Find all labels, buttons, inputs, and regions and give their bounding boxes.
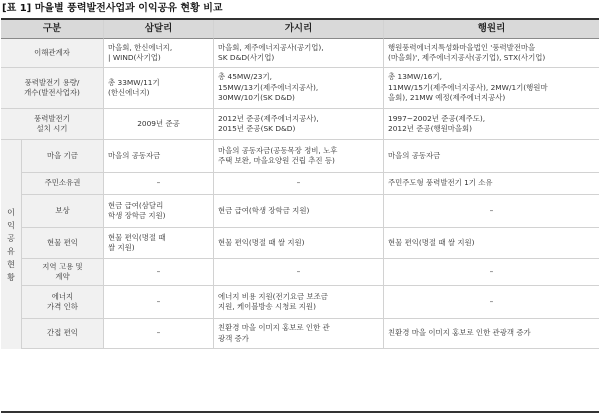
row-label [1, 109, 104, 140]
cell-samdal [104, 140, 214, 173]
cell-samdal [104, 173, 214, 195]
cell-gasi-line: 현물 편익(명절 때 쌀 지원) [218, 237, 305, 247]
row-label-line: 개수(발전사업자) [24, 88, 80, 97]
cell-gasi-line: 마을의 공동자금(공동목장 정비, 노후 [218, 145, 338, 155]
cell-samdal [104, 68, 214, 109]
cell-haengwon [384, 39, 599, 68]
row-label-line: 설치 시기 [36, 124, 68, 133]
cell-haengwon [384, 140, 599, 173]
cell-haengwon-line: – [489, 296, 494, 306]
cell-gasi-line: 현금 급여(학생 장학금 지원) [218, 205, 310, 215]
cell-haengwon-line: – [489, 266, 494, 276]
cell-gasi-line: 총 45MW/23기, [218, 72, 272, 82]
cell-samdal [104, 319, 214, 349]
subrow-label-line: 가격 인하 [47, 302, 78, 311]
cell-haengwon-line: 주민주도형 풍력발전기 1기 소유 [388, 178, 493, 188]
cell-gasi [214, 195, 384, 228]
subrow-label-line: 현물 편익 [47, 237, 78, 247]
cell-samdal-line: 2009년 준공 [137, 118, 180, 128]
subrow-label [22, 195, 104, 228]
cell-samdal-line: | WIND(사기업) [108, 53, 161, 62]
cell-gasi-line: 친환경 마을 이미지 홍보로 인한 관 [218, 323, 330, 332]
cell-gasi-line: SK D&D(사기업) [218, 53, 275, 62]
cell-haengwon [384, 319, 599, 349]
cell-haengwon-line: – [489, 205, 494, 215]
cell-haengwon-line: 행원풍력에너지특성화마을법인 '풍력발전마을 [388, 42, 536, 52]
column-header: 삼달리 [104, 20, 214, 39]
cell-samdal-line: 마을회, 한신에너지, [108, 42, 173, 52]
cell-gasi-line: 에너지 비용 지원(전기요금 보조금 [218, 291, 328, 301]
cell-haengwon [384, 68, 599, 109]
cell-gasi-line: 15MW/13기(제주에너지공사), [218, 82, 319, 92]
row-label-line: 풍력발전기 용량/ [24, 77, 80, 87]
cell-gasi-line: 주택 보완, 마을요양원 건립 추진 등) [218, 156, 335, 165]
row-label [1, 39, 104, 68]
group-label-profit-sharing [1, 140, 22, 349]
cell-samdal-line: (한신에너지) [108, 88, 150, 97]
cell-haengwon [384, 228, 599, 259]
cell-samdal-line: – [156, 266, 161, 276]
cell-gasi [214, 259, 384, 286]
cell-haengwon [384, 195, 599, 228]
group-label-char: 유 [7, 246, 15, 256]
cell-haengwon-line: 현물 편익(명절 때 쌀 지원) [388, 237, 475, 247]
cell-haengwon-line: 총 13MW/16기, [388, 72, 442, 82]
subrow-label-line: 보상 [55, 205, 70, 215]
cell-gasi [214, 173, 384, 195]
cell-haengwon-line: (마을회)', 제주에너지공사(공기업), STX(사기업) [388, 53, 546, 62]
column-header: 행원리 [384, 20, 599, 39]
cell-samdal-line: 현물 편익(명절 때 [108, 232, 166, 242]
table-caption: [표 1] 마을별 풍력발전사업과 이익공유 현황 비교 [2, 3, 223, 14]
subrow-label-line: 마을 기금 [47, 150, 78, 160]
subrow-label [22, 259, 104, 286]
cell-samdal [104, 195, 214, 228]
cell-samdal-line: 마을의 공동자금 [108, 150, 161, 160]
cell-gasi-line: 30MW/10기(SK D&D) [218, 93, 295, 103]
cell-gasi [214, 109, 384, 140]
cell-gasi [214, 228, 384, 259]
cell-samdal [104, 286, 214, 319]
subrow-label [22, 228, 104, 259]
row-label [1, 68, 104, 109]
group-label-char: 익 [7, 220, 15, 230]
row-label-line: 이해관계자 [34, 47, 70, 57]
cell-gasi-line: 지원, 케이블방송 시청료 지원) [218, 302, 316, 311]
cell-samdal-line: 쌀 지원) [108, 243, 135, 252]
group-label-char: 현 [7, 259, 15, 269]
cell-haengwon-line: 1997~2002년 준공(제주도), [388, 113, 486, 123]
cell-haengwon-line: 2012년 준공(행원마을회) [388, 124, 473, 133]
cell-gasi-line: 광객 증가 [218, 333, 249, 343]
cell-gasi [214, 319, 384, 349]
subrow-label [22, 286, 104, 319]
cell-samdal [104, 228, 214, 259]
cell-samdal-line: – [156, 296, 161, 306]
cell-haengwon [384, 173, 599, 195]
cell-gasi-line: 2015년 준공(SK D&D) [218, 124, 296, 133]
comparison-table [1, 18, 599, 413]
column-header: 구분 [1, 20, 104, 39]
cell-samdal-line: 학생 장학금 지원) [108, 211, 166, 220]
cell-gasi [214, 39, 384, 68]
cell-gasi [214, 68, 384, 109]
cell-haengwon-line: 마을의 공동자금 [388, 150, 441, 160]
cell-samdal-line: – [156, 328, 161, 338]
cell-haengwon [384, 109, 599, 140]
subrow-label-line: 간접 편익 [47, 328, 78, 338]
cell-gasi-line: 2012년 준공(제주에너지공사), [218, 113, 319, 123]
row-label-line: 풍력발전기 [34, 113, 70, 123]
group-label-char: 황 [7, 272, 15, 282]
cell-haengwon-line: 친환경 마을 이미지 홍보로 인한 관광객 증가 [388, 328, 531, 338]
cell-haengwon-line: 11MW/15기(제주에너지공사), 2MW/1기(행원마 [388, 82, 548, 92]
cell-samdal [104, 109, 214, 140]
cell-haengwon-line: 을회), 21MW 예정(제주에너지공사) [388, 93, 506, 103]
cell-samdal-line: 총 33MW/11기 [108, 77, 160, 87]
subrow-label [22, 140, 104, 173]
cell-haengwon [384, 259, 599, 286]
column-header: 가시리 [214, 20, 384, 39]
subrow-label [22, 173, 104, 195]
cell-samdal [104, 259, 214, 286]
subrow-label-line: 에너지 [51, 291, 74, 301]
group-label-char: 이 [7, 207, 15, 217]
cell-gasi-line: 마을회, 제주에너지공사(공기업), [218, 42, 324, 52]
cell-samdal-line: – [156, 178, 161, 188]
cell-samdal [104, 39, 214, 68]
cell-gasi-line: – [296, 178, 301, 188]
subrow-label-line: 계약 [55, 272, 70, 281]
subrow-label-line: 주민소유권 [44, 178, 81, 188]
group-label-char: 공 [7, 233, 15, 243]
cell-haengwon [384, 286, 599, 319]
cell-samdal-line: 현금 급여(삼달리 [108, 200, 164, 210]
subrow-label-line: 지역 고용 및 [42, 261, 83, 271]
subrow-label [22, 319, 104, 349]
cell-gasi-line: – [296, 266, 301, 276]
cell-gasi [214, 140, 384, 173]
cell-gasi [214, 286, 384, 319]
